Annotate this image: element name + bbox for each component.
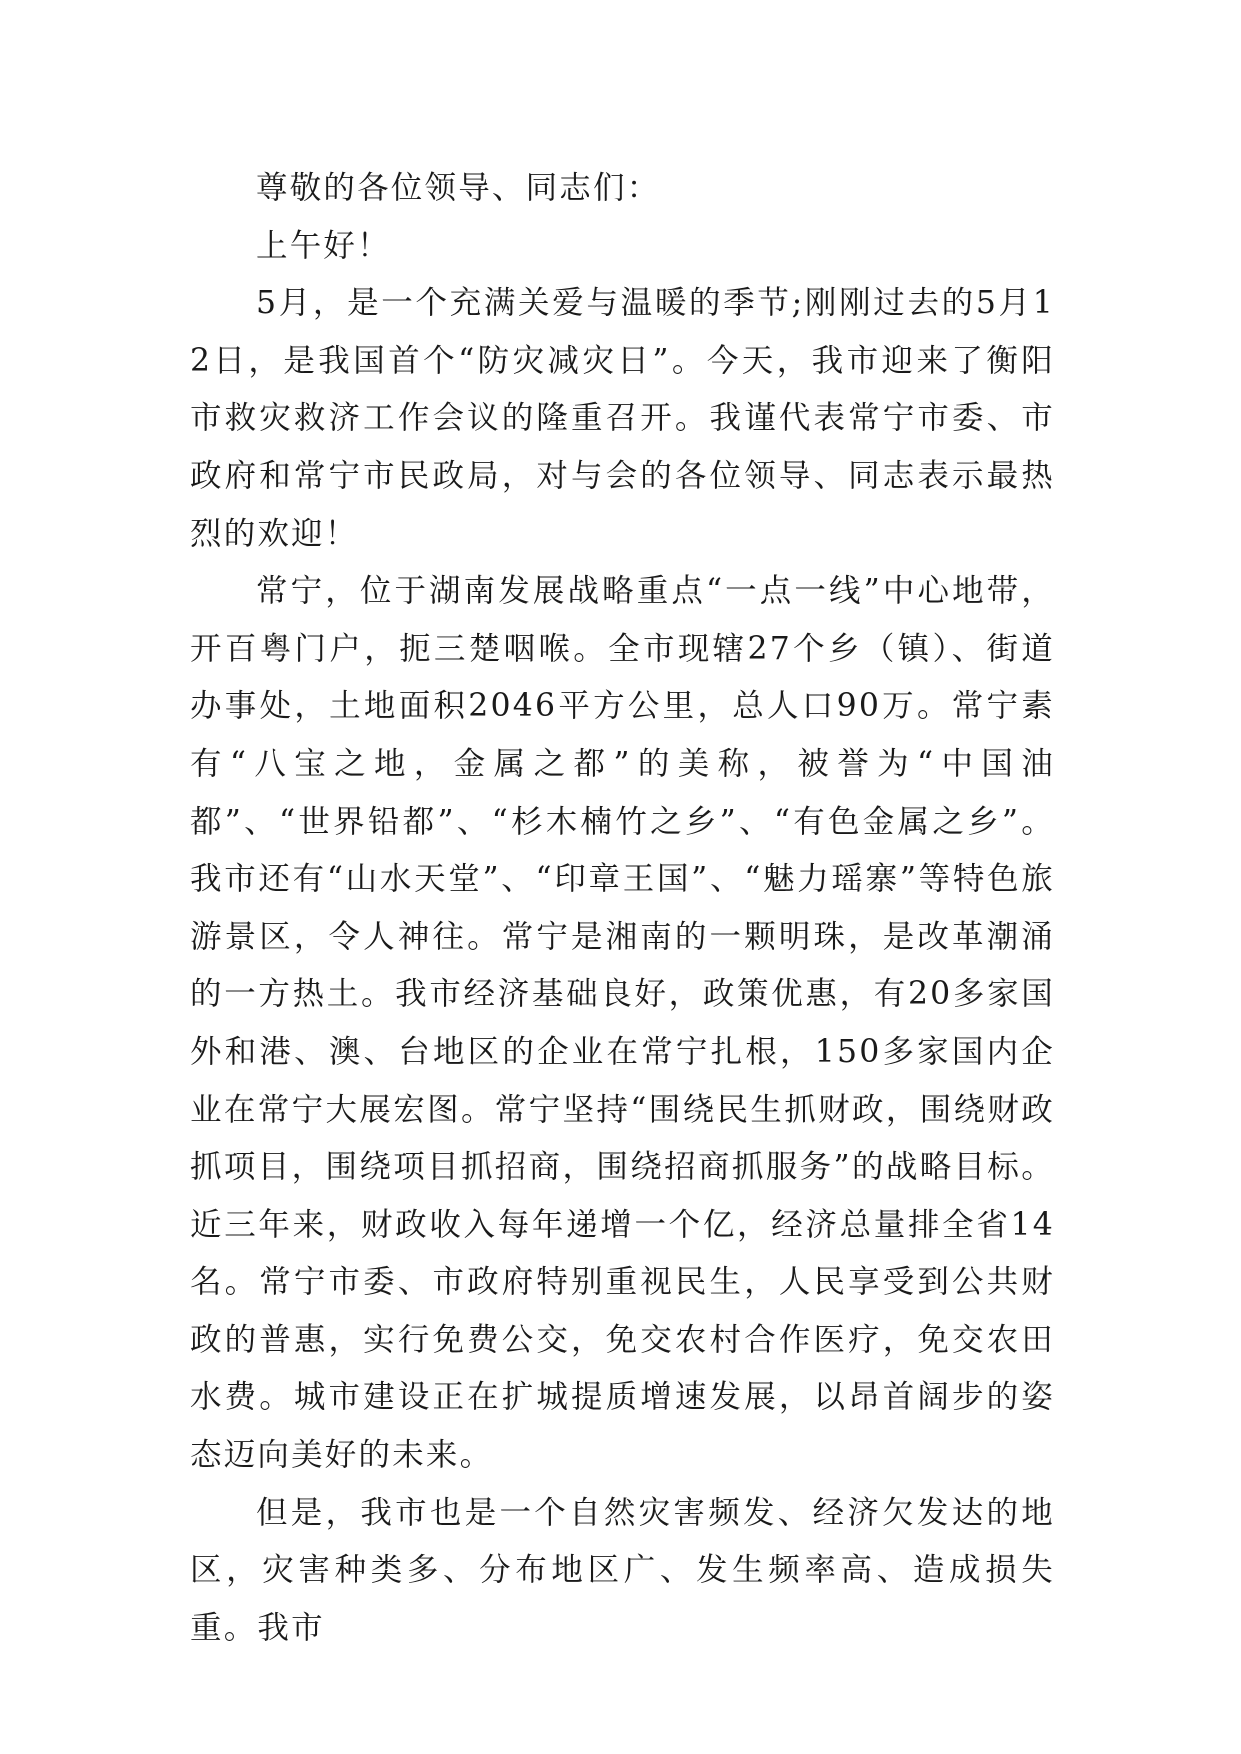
salutation: 尊敬的各位领导、同志们： [256,170,661,206]
greeting: 上午好！ [256,227,391,264]
paragraph-disaster-overview: 但是，我市也是一个自然灾害频发、经济欠发达的地区，灾害种类多、分布地区广、发生频率高、造成损失重。我市 [190,1494,1055,1646]
paragraph-changning-intro: 常宁，位于湖南发展战略重点“一点一线”中心地带，开百粤门户，扼三楚咽喉。全市现辖27个乡（镇）、街道办事处，土地面积2046平方公里，总人口90万。常宁素有“八宝之地，金属之都”的美称，被誉为“中国油都”、“世界铅都”、“杉木楠竹之乡”、“有色金属之乡”。我市还有“山水天堂”、“印章王国”、“魅力瑶寨”等特色旅游景区，令人神往。常宁是湘南的一颗明珠，是改革潮涌的一方热土。我市经济基础良好，政策优惠，有20多家国外和港、澳、台地区的企业在常宁扎根，150多家国内企业在常宁大展宏图。常宁坚持“围绕民生抓财政，围绕财政抓项目，围绕项目抓招商，围绕招商抓服务”的战略目标。近三年来，财政收入每年递增一个亿，经济总量排全省14名。常宁市委、市政府特别重视民生，人民享受到公共财政的普惠，实行免费公交，免交农村合作医疗，免交农田水费。城市建设正在扩城提质增速发展，以昂首阔步的姿态迈向美好的未来。 [190,573,1055,1474]
document-body [190,160,1055,1657]
paragraph-may-welcome: 5月，是一个充满关爱与温暖的季节;刚刚过去的5月12日，是我国首个“防灾减灾日”。今天，我市迎来了衡阳市救灾救济工作会议的隆重召开。我谨代表常宁市委、市政府和常宁市民政局，对与会的各位领导、同志表示最热烈的欢迎！ [190,285,1055,552]
